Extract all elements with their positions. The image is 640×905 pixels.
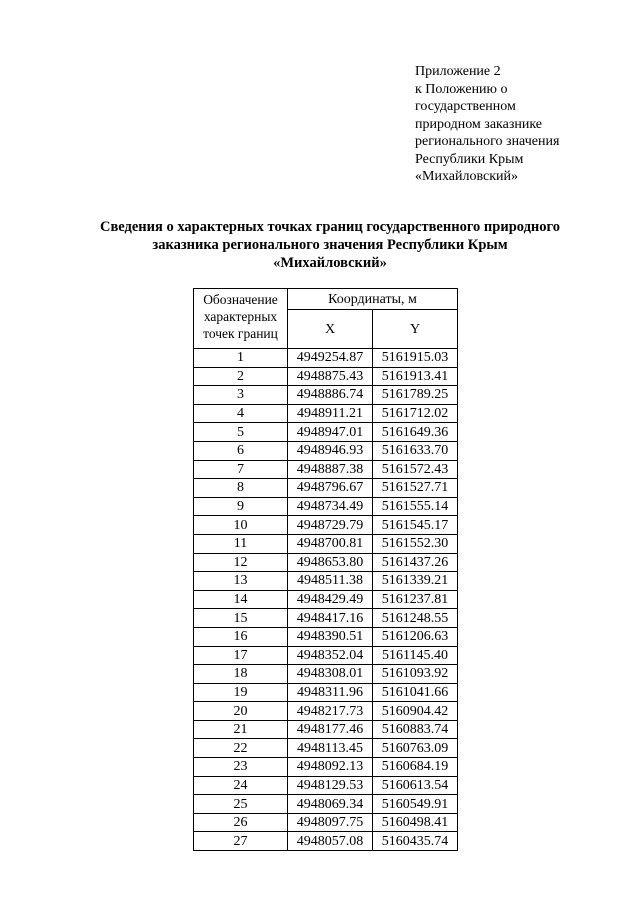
y-coordinate-cell: 5161913.41: [373, 367, 458, 386]
appendix-line: к Положению о: [415, 81, 508, 97]
y-coordinate-cell: 5160498.41: [373, 813, 458, 832]
x-coordinate-cell: 4948217.73: [288, 702, 373, 721]
x-coordinate-cell: 4948429.49: [288, 590, 373, 609]
table-row: [194, 553, 458, 572]
table-row: [194, 627, 458, 646]
point-number-cell: 25: [194, 795, 288, 814]
y-coordinate-cell: 5161339.21: [373, 572, 458, 591]
table-row: [194, 460, 458, 479]
point-number-cell: 10: [194, 516, 288, 535]
x-coordinate-cell: 4948308.01: [288, 665, 373, 684]
table-row: [194, 572, 458, 591]
y-coordinate-cell: 5161437.26: [373, 553, 458, 572]
table-row: [194, 702, 458, 721]
appendix-line: регионального значения: [415, 134, 560, 149]
x-coordinate-cell: 4948886.74: [288, 386, 373, 405]
point-number-cell: 17: [194, 646, 288, 665]
table-row: [194, 479, 458, 498]
point-number-cell: 5: [194, 423, 288, 442]
x-coordinate-cell: 4948129.53: [288, 776, 373, 795]
table-row: [194, 683, 458, 702]
x-coordinate-cell: 4948113.45: [288, 739, 373, 758]
table-row: [194, 590, 458, 609]
appendix-line: государственном: [415, 99, 516, 114]
table-row: [194, 386, 458, 405]
point-number-cell: 14: [194, 590, 288, 609]
appendix-note: [415, 63, 615, 186]
appendix-line: природном заказнике: [415, 116, 543, 132]
coordinates-header: Координаты, м: [288, 289, 458, 310]
point-number-cell: 2: [194, 367, 288, 386]
point-number-cell: 1: [194, 349, 288, 368]
point-number-cell: 9: [194, 497, 288, 516]
x-header: X: [288, 310, 373, 349]
x-coordinate-cell: 4948796.67: [288, 479, 373, 498]
point-number-cell: 13: [194, 572, 288, 591]
y-coordinate-cell: 5160883.74: [373, 720, 458, 739]
title-line: заказника регионального значения Республики Крым: [152, 237, 508, 253]
x-coordinate-cell: 4949254.87: [288, 349, 373, 368]
point-number-cell: 16: [194, 627, 288, 646]
x-coordinate-cell: 4948390.51: [288, 627, 373, 646]
table-row: [194, 516, 458, 535]
y-coordinate-cell: 5161572.43: [373, 460, 458, 479]
point-label-line: точек границ: [203, 326, 278, 341]
table-row: [194, 758, 458, 777]
x-coordinate-cell: 4948875.43: [288, 367, 373, 386]
point-number-cell: 23: [194, 758, 288, 777]
x-coordinate-cell: 4948511.38: [288, 572, 373, 591]
y-coordinate-cell: 5160549.91: [373, 795, 458, 814]
x-coordinate-cell: 4948417.16: [288, 609, 373, 628]
table-row: [194, 720, 458, 739]
y-coordinate-cell: 5161093.92: [373, 665, 458, 684]
title-line: Сведения о характерных точках границ государственного природного: [99, 219, 561, 235]
title-line: «Михайловский»: [273, 255, 387, 271]
point-number-cell: 8: [194, 479, 288, 498]
table-row: [194, 646, 458, 665]
point-label-line: характерных: [203, 309, 278, 324]
point-number-cell: 19: [194, 683, 288, 702]
y-coordinate-cell: 5161555.14: [373, 497, 458, 516]
x-coordinate-cell: 4948069.34: [288, 795, 373, 814]
point-number-cell: 26: [194, 813, 288, 832]
y-coordinate-cell: 5160435.74: [373, 832, 458, 851]
appendix-line: Приложение 2: [415, 64, 501, 79]
x-coordinate-cell: 4948057.08: [288, 832, 373, 851]
y-coordinate-cell: 5161789.25: [373, 386, 458, 405]
table-row: [194, 795, 458, 814]
y-coordinate-cell: 5161712.02: [373, 404, 458, 423]
point-number-cell: 18: [194, 665, 288, 684]
x-coordinate-cell: 4948729.79: [288, 516, 373, 535]
table-row: [194, 832, 458, 851]
table-row: [194, 349, 458, 368]
y-coordinate-cell: 5160684.19: [373, 758, 458, 777]
table-row: [194, 423, 458, 442]
y-coordinate-cell: 5161041.66: [373, 683, 458, 702]
x-coordinate-cell: 4948734.49: [288, 497, 373, 516]
x-coordinate-cell: 4948352.04: [288, 646, 373, 665]
x-coordinate-cell: 4948887.38: [288, 460, 373, 479]
x-coordinate-cell: 4948097.75: [288, 813, 373, 832]
y-coordinate-cell: 5161552.30: [373, 534, 458, 553]
x-coordinate-cell: 4948911.21: [288, 404, 373, 423]
coordinates-body: [194, 349, 458, 851]
point-number-cell: 22: [194, 739, 288, 758]
x-coordinate-cell: 4948311.96: [288, 683, 373, 702]
appendix-line: Республики Крым: [415, 151, 524, 167]
point-number-cell: 11: [194, 534, 288, 553]
point-number-cell: 20: [194, 702, 288, 721]
x-coordinate-cell: 4948947.01: [288, 423, 373, 442]
table-row: [194, 534, 458, 553]
y-coordinate-cell: 5161545.17: [373, 516, 458, 535]
table-row: [194, 665, 458, 684]
point-number-cell: 15: [194, 609, 288, 628]
point-number-cell: 27: [194, 832, 288, 851]
y-coordinate-cell: 5161649.36: [373, 423, 458, 442]
coordinates-table: [193, 288, 458, 851]
y-header: Y: [373, 310, 458, 349]
point-label-line: Обозначение: [203, 292, 278, 307]
point-label-header: [194, 289, 288, 349]
table-row: [194, 404, 458, 423]
y-coordinate-cell: 5161145.40: [373, 646, 458, 665]
table-row: [194, 367, 458, 386]
point-number-cell: 6: [194, 441, 288, 460]
x-coordinate-cell: 4948946.93: [288, 441, 373, 460]
y-coordinate-cell: 5161248.55: [373, 609, 458, 628]
y-coordinate-cell: 5161527.71: [373, 479, 458, 498]
y-coordinate-cell: 5160763.09: [373, 739, 458, 758]
table-row: [194, 776, 458, 795]
appendix-line: «Михайловский»: [415, 169, 518, 184]
point-number-cell: 12: [194, 553, 288, 572]
y-coordinate-cell: 5161915.03: [373, 349, 458, 368]
table-row: [194, 609, 458, 628]
x-coordinate-cell: 4948700.81: [288, 534, 373, 553]
y-coordinate-cell: 5161237.81: [373, 590, 458, 609]
point-number-cell: 7: [194, 460, 288, 479]
point-number-cell: 4: [194, 404, 288, 423]
y-coordinate-cell: 5160904.42: [373, 702, 458, 721]
point-number-cell: 3: [194, 386, 288, 405]
table-row: [194, 497, 458, 516]
y-coordinate-cell: 5161633.70: [373, 441, 458, 460]
table-row: [194, 739, 458, 758]
document-title: [60, 218, 600, 272]
table-row: [194, 441, 458, 460]
table-row: [194, 813, 458, 832]
y-coordinate-cell: 5160613.54: [373, 776, 458, 795]
x-coordinate-cell: 4948177.46: [288, 720, 373, 739]
x-coordinate-cell: 4948653.80: [288, 553, 373, 572]
point-number-cell: 24: [194, 776, 288, 795]
y-coordinate-cell: 5161206.63: [373, 627, 458, 646]
x-coordinate-cell: 4948092.13: [288, 758, 373, 777]
point-number-cell: 21: [194, 720, 288, 739]
